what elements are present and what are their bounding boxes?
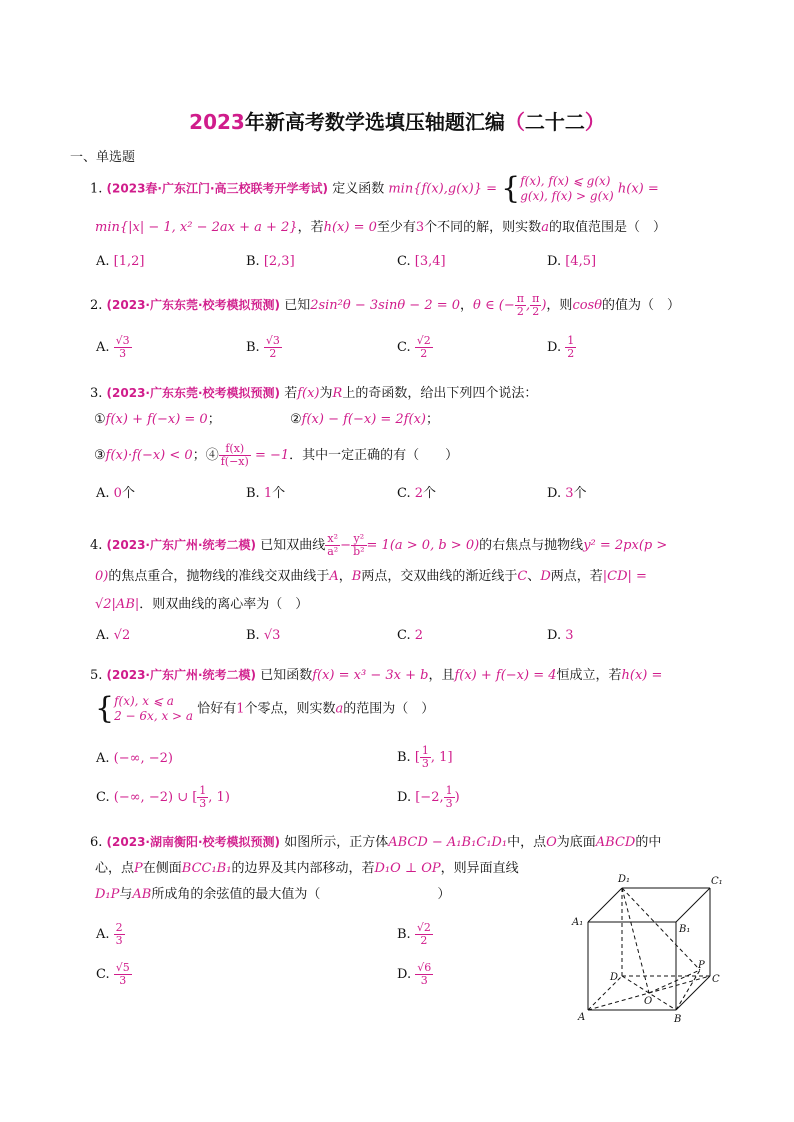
question-text: ．则双曲线的离心率为（ ） [139, 597, 309, 612]
question-text: 为底面 [556, 835, 596, 850]
label-d: D [610, 972, 619, 983]
question-text: 两点，交双曲线的渐近线于 [361, 569, 518, 584]
math-variable: A [329, 569, 339, 584]
label-o: O [644, 996, 653, 1007]
question-number: 6. [90, 835, 103, 850]
math-number: 1 [236, 701, 245, 717]
math-variable: B [351, 569, 362, 584]
question-source: (2023·广东东莞·校考模拟预测) [106, 298, 281, 312]
question-5-line-1 [90, 666, 662, 685]
fraction-denominator: 2 [516, 305, 524, 318]
math-variable: a [335, 701, 344, 717]
math-expression: min{|x| − 1, x² − 2ax + a + 2} [95, 220, 298, 235]
option-label: A. [96, 927, 110, 942]
math-expression: ) [541, 298, 547, 313]
math-expression: = 1(a > 0, b > 0) [366, 538, 480, 553]
option-label: C. [96, 790, 110, 805]
option-value: 0 [113, 486, 122, 501]
fraction [219, 443, 251, 468]
question-source: (2023·广东东莞·校考模拟预测) [106, 386, 281, 400]
option-d[interactable] [547, 485, 587, 503]
fraction-numerator: y² [351, 533, 366, 546]
option-value: [4,5] [565, 254, 597, 269]
math-variable: R [332, 386, 343, 401]
option-label: D. [547, 628, 562, 643]
question-4-line-1 [90, 533, 667, 558]
question-number: 3. [90, 386, 103, 401]
label-a1: A₁ [572, 917, 584, 928]
statement-2 [290, 411, 439, 429]
question-number: 5. [90, 668, 103, 683]
math-expression: cosθ [572, 298, 603, 313]
label-c: C [712, 974, 720, 985]
option-a[interactable] [96, 485, 135, 503]
question-source: (2023·湖南衡阳·校考模拟预测) [106, 835, 281, 849]
option-a[interactable] [96, 253, 145, 271]
question-source: (2023·广东广州·统考二模) [106, 668, 257, 682]
math-expression: D₁P [95, 887, 120, 902]
option-c[interactable] [96, 785, 230, 810]
option-label: B. [397, 927, 411, 942]
question-text: ，则 [546, 298, 573, 313]
option-unit: 个 [573, 486, 587, 501]
brace-icon: { [501, 171, 521, 206]
label-b1: B₁ [679, 924, 691, 935]
question-4-line-3 [95, 596, 308, 614]
math-expression: ABCD [595, 835, 636, 850]
math-variable: P [134, 861, 143, 876]
fraction [325, 533, 340, 558]
question-text: 已知双曲线 [260, 538, 326, 553]
question-text: 的右焦点与抛物线 [479, 538, 584, 553]
fraction-denominator: 3 [420, 974, 428, 987]
question-text: 个零点，则实数 [244, 701, 336, 717]
fraction [515, 293, 526, 318]
question-6-line-1 [90, 833, 661, 852]
option-a[interactable] [96, 627, 130, 645]
question-text: 如图所示，正方体 [284, 835, 389, 850]
option-value: [2,3] [263, 254, 295, 269]
cases-block [114, 694, 193, 724]
question-text: ； [192, 448, 206, 463]
question-text: 为 [319, 386, 333, 401]
question-number: 4. [90, 538, 103, 553]
option-value: (−∞, −2) [113, 751, 173, 766]
title-close-paren: ） [584, 110, 605, 134]
math-variable: a [541, 220, 549, 235]
fraction-denominator: 3 [199, 797, 207, 810]
option-a[interactable] [96, 922, 125, 947]
statement-1 [94, 411, 221, 429]
option-unit: 个 [121, 486, 135, 501]
fraction-denominator: a² [327, 545, 339, 558]
case-line: f(x), f(x) ⩽ g(x) [520, 174, 611, 188]
question-text: ； [426, 412, 440, 427]
option-label: D. [547, 340, 562, 355]
fraction [114, 335, 132, 360]
fraction-numerator: π [532, 292, 540, 305]
option-label: A. [96, 486, 110, 501]
math-expression: f(x) + f(−x) = 0 [105, 412, 208, 427]
option-value: 2 [414, 628, 424, 643]
label-b: B [674, 1014, 682, 1025]
fraction [530, 293, 541, 318]
question-text: 的中 [635, 835, 662, 850]
case-line: g(x), f(x) > g(x) [520, 189, 614, 203]
option-value: (−∞, −2) ∪ [ [113, 790, 198, 805]
option-label: B. [246, 254, 260, 269]
option-b[interactable] [246, 485, 285, 503]
option-value: [ [414, 750, 420, 765]
fraction-numerator: 2 [115, 921, 123, 934]
question-text: 的取值范围是（ ） [548, 220, 666, 235]
option-label: C. [397, 254, 411, 269]
option-value: [−2, [415, 790, 444, 805]
math-operator: − [340, 538, 352, 553]
edge-a1d1 [588, 888, 622, 922]
question-text: 、 [527, 569, 541, 584]
option-label: A. [96, 340, 110, 355]
question-text: 与 [119, 887, 133, 902]
math-number: 3 [415, 220, 425, 235]
label-d1: D₁ [618, 874, 631, 885]
fraction [415, 962, 433, 987]
option-b[interactable] [246, 335, 282, 360]
question-text: 中，点 [507, 835, 547, 850]
segment-d1o [622, 888, 649, 993]
question-4-line-2 [95, 568, 647, 586]
option-value: 1 [263, 486, 273, 501]
option-label: C. [96, 967, 110, 982]
option-unit: 个 [272, 486, 286, 501]
fraction-numerator: √2 [416, 334, 431, 347]
question-text: 在侧面 [142, 861, 182, 876]
option-label: B. [397, 750, 411, 765]
cases-block [520, 174, 614, 204]
question-5-line-2 [95, 691, 435, 726]
option-value: , 1] [430, 750, 453, 765]
question-text: ， [338, 569, 352, 584]
question-1-line-2 [95, 219, 666, 237]
math-expression: ABCD − A₁B₁C₁D₁ [388, 835, 508, 850]
math-expression: AB [132, 887, 152, 902]
option-label: C. [397, 486, 411, 501]
option-c[interactable] [397, 253, 446, 271]
math-expression: D₁O ⊥ OP [374, 861, 441, 876]
option-c[interactable] [397, 627, 423, 645]
fraction [197, 785, 208, 810]
question-6-line-3 [95, 886, 450, 904]
fraction [114, 922, 125, 947]
option-label: B. [246, 628, 260, 643]
question-text: ，则异面直线 [440, 861, 519, 876]
statement-marker: ③ [94, 448, 106, 463]
fraction [351, 533, 366, 558]
question-text: 的焦点重合，抛物线的准线交双曲线于 [108, 569, 330, 584]
option-a[interactable] [96, 335, 132, 360]
question-2-line-1 [90, 293, 680, 318]
title-open-paren: （ [504, 110, 525, 134]
fraction-numerator: 1 [445, 784, 453, 797]
question-text: 的范围为（ ） [343, 701, 435, 717]
option-d[interactable] [547, 335, 576, 360]
question-number: 2. [90, 298, 103, 313]
question-text: 所成角的余弦值的最大值为（ ） [151, 887, 451, 902]
option-value: √2 [113, 628, 131, 643]
title-main: 年新高考数学选填压轴题汇编 [244, 110, 505, 134]
question-text: 的值为（ ） [602, 298, 681, 313]
math-expression: BCC₁B₁ [181, 861, 232, 876]
fraction-numerator: √3 [115, 334, 130, 347]
math-expression: f(x) − f(−x) = 2f(x) [301, 412, 426, 427]
question-text: ， [460, 298, 474, 313]
fraction-denominator: 3 [445, 797, 453, 810]
question-text: ．其中一定正确的有（ ） [289, 448, 459, 463]
option-value: , 1) [208, 790, 230, 805]
fraction [565, 335, 576, 360]
fraction [420, 745, 431, 770]
fraction-denominator: 3 [119, 347, 127, 360]
fraction-numerator: f(x) [219, 443, 251, 456]
math-expression: = −1 [254, 448, 290, 463]
option-value: [1,2] [113, 254, 145, 269]
question-text: 至少有 [376, 220, 416, 235]
math-expression: |CD| = [602, 569, 647, 584]
math-expression: h(x) = [621, 668, 663, 683]
question-text: 已知函数 [260, 668, 313, 683]
statement-marker: ① [94, 412, 106, 427]
option-b[interactable] [246, 627, 280, 645]
fraction-numerator: √5 [115, 961, 130, 974]
question-text: 两点，若 [550, 569, 603, 584]
fraction-numerator: 1 [421, 744, 429, 757]
question-text: 上的奇函数，给出下列四个说法： [342, 386, 538, 401]
question-number: 1. [90, 181, 103, 197]
math-expression: min{f(x),g(x)} = [388, 181, 497, 197]
option-value: ) [454, 790, 460, 805]
fraction-numerator: π [516, 292, 524, 305]
fraction [415, 335, 433, 360]
title-year: 2023 [189, 110, 245, 134]
edge-b1c1 [676, 888, 710, 922]
label-a: A [578, 1012, 586, 1023]
math-expression: f(x) [297, 386, 320, 401]
option-c[interactable] [96, 962, 132, 987]
fraction-denominator: 3 [119, 974, 127, 987]
math-expression: 2sin²θ − 3sinθ − 2 = 0 [310, 298, 461, 313]
option-value: 3 [565, 486, 574, 501]
question-text: ，且 [428, 668, 455, 683]
option-b[interactable] [246, 253, 295, 271]
question-text: 已知 [284, 298, 311, 313]
title-sub: 二十二 [524, 110, 585, 134]
option-label: A. [96, 628, 110, 643]
question-text: 若 [284, 386, 298, 401]
question-text: 恰好有 [197, 701, 237, 717]
question-text: ，若 [297, 220, 324, 235]
question-text: ； [207, 412, 221, 427]
option-b[interactable] [397, 745, 453, 770]
option-label: C. [397, 340, 411, 355]
fraction-denominator: 2 [269, 347, 277, 360]
option-value: 2 [414, 486, 424, 501]
fraction-numerator: √3 [265, 334, 280, 347]
math-expression: f(x) + f(−x) = 4 [454, 668, 557, 683]
fraction-numerator: 1 [199, 784, 207, 797]
question-text: 心，点 [95, 861, 135, 876]
option-label: C. [397, 628, 411, 643]
option-label: A. [96, 751, 110, 766]
fraction [264, 335, 282, 360]
math-expression: f(x) = x³ − 3x + b [312, 668, 429, 683]
math-variable: D [540, 569, 551, 584]
statement-marker: ② [290, 412, 302, 427]
option-label: D. [547, 486, 562, 501]
math-expression: 0) [95, 569, 109, 584]
question-text: 恒成立，若 [556, 668, 622, 683]
option-label: A. [96, 254, 110, 269]
option-label: D. [397, 790, 412, 805]
question-1-line-1 [90, 171, 659, 206]
fraction-numerator: 1 [567, 334, 575, 347]
option-c[interactable] [397, 485, 436, 503]
math-expression: h(x) = 0 [323, 220, 377, 235]
label-p: P [698, 960, 705, 971]
question-source: (2023·广东广州·统考二模) [106, 538, 257, 552]
option-c[interactable] [397, 335, 433, 360]
option-label: D. [397, 967, 412, 982]
fraction-numerator: √6 [417, 961, 432, 974]
question-6-line-2 [95, 860, 519, 878]
option-value: 3 [565, 628, 574, 643]
option-value: [3,4] [414, 254, 446, 269]
option-d[interactable] [397, 785, 460, 810]
fraction [415, 922, 433, 947]
fraction-numerator: √2 [416, 921, 431, 934]
option-a[interactable] [96, 750, 173, 768]
fraction-denominator: 3 [421, 757, 429, 770]
math-expression: h(x) = [617, 181, 659, 197]
fraction-denominator: 2 [532, 305, 540, 318]
math-expression: θ ∈ (− [473, 298, 515, 313]
statement-3-4 [94, 443, 458, 468]
fraction [444, 785, 455, 810]
page-title [0, 106, 794, 135]
question-text: 的边界及其内部移动，若 [231, 861, 375, 876]
option-d[interactable] [397, 962, 433, 987]
question-source: (2023春·广东江门·高三校联考开学考试) [106, 181, 329, 196]
fraction-numerator: x² [325, 533, 340, 546]
option-label: B. [246, 486, 260, 501]
math-expression: √2|AB| [95, 597, 140, 612]
brace-icon: { [95, 691, 115, 726]
option-value: √3 [263, 628, 281, 643]
case-line: f(x), x ⩽ a [114, 694, 174, 708]
cube-figure [568, 870, 738, 1025]
math-variable: O [546, 835, 557, 850]
question-3-line-1 [90, 384, 537, 403]
statement-marker: ④ [205, 448, 219, 463]
math-expression: f(x)·f(−x) < 0 [105, 448, 193, 463]
question-text: 定义函数 [332, 181, 385, 197]
math-expression: y² = 2px(p > [583, 538, 668, 553]
math-variable: C [517, 569, 528, 584]
fraction-denominator: 3 [115, 934, 123, 947]
case-line: 2 − 6x, x > a [114, 709, 194, 723]
fraction [114, 962, 132, 987]
option-unit: 个 [423, 486, 437, 501]
option-d[interactable] [547, 253, 596, 271]
question-text: 个不同的解，则实数 [424, 220, 542, 235]
option-label: B. [246, 340, 260, 355]
math-expression: , [525, 298, 531, 313]
option-d[interactable] [547, 627, 574, 645]
fraction-denominator: 2 [420, 934, 428, 947]
option-b[interactable] [397, 922, 433, 947]
fraction-denominator: f(−x) [220, 455, 249, 468]
fraction-denominator: b² [353, 545, 365, 558]
label-c1: C₁ [711, 876, 723, 887]
segment-op [649, 970, 700, 993]
fraction-denominator: 2 [567, 347, 575, 360]
section-heading: 一、单选题 [70, 150, 136, 165]
option-label: D. [547, 254, 562, 269]
fraction-denominator: 2 [420, 347, 428, 360]
